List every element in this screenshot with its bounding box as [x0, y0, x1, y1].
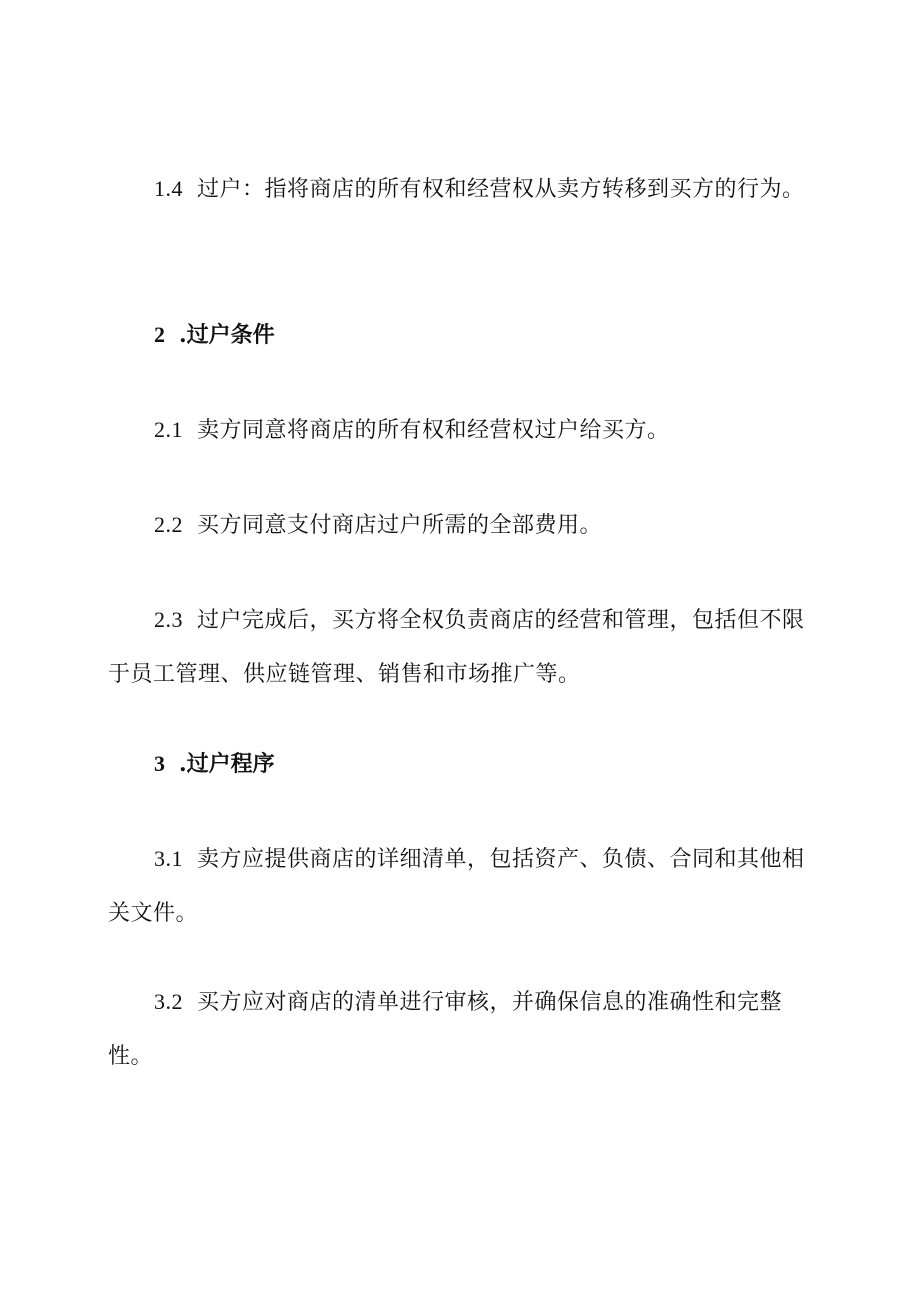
- paragraph-text: 卖方同意将商店的所有权和经营权过户给买方。: [197, 418, 670, 443]
- paragraph-2-3: [108, 593, 808, 702]
- paragraph-number: 2.2: [154, 512, 183, 537]
- paragraph-1-4: [108, 162, 808, 217]
- paragraph-number: 2.3: [154, 607, 183, 632]
- section-heading-2: [154, 320, 275, 350]
- section-title: .过户程序: [179, 751, 275, 777]
- paragraph-number: 1.4: [154, 176, 183, 201]
- paragraph-number: 2.1: [154, 417, 183, 442]
- paragraph-number: 3.1: [154, 846, 183, 871]
- paragraph-text: 买方同意支付商店过户所需的全部费用。: [197, 513, 603, 538]
- paragraph-text: 过户完成后，买方将全权负责商店的经营和管理，包括但不限于员工管理、供应链管理、销售和市场推广等。: [108, 608, 805, 687]
- section-number: 2: [154, 322, 165, 347]
- paragraph-text: 卖方应提供商店的详细清单，包括资产、负债、合同和其他相关文件。: [108, 847, 805, 926]
- paragraph-text: 过户：指将商店的所有权和经营权从卖方转移到买方的行为。: [197, 177, 805, 202]
- paragraph-number: 3.2: [154, 989, 183, 1014]
- paragraph-text: 买方应对商店的清单进行审核，并确保信息的准确性和完整性。: [108, 990, 783, 1069]
- paragraph-3-1: [108, 832, 808, 941]
- section-number: 3: [154, 751, 165, 776]
- section-heading-3: [154, 749, 275, 779]
- paragraph-3-2: [108, 975, 808, 1084]
- paragraph-2-1: [108, 403, 808, 458]
- section-title: .过户条件: [179, 322, 275, 348]
- paragraph-2-2: [108, 498, 808, 553]
